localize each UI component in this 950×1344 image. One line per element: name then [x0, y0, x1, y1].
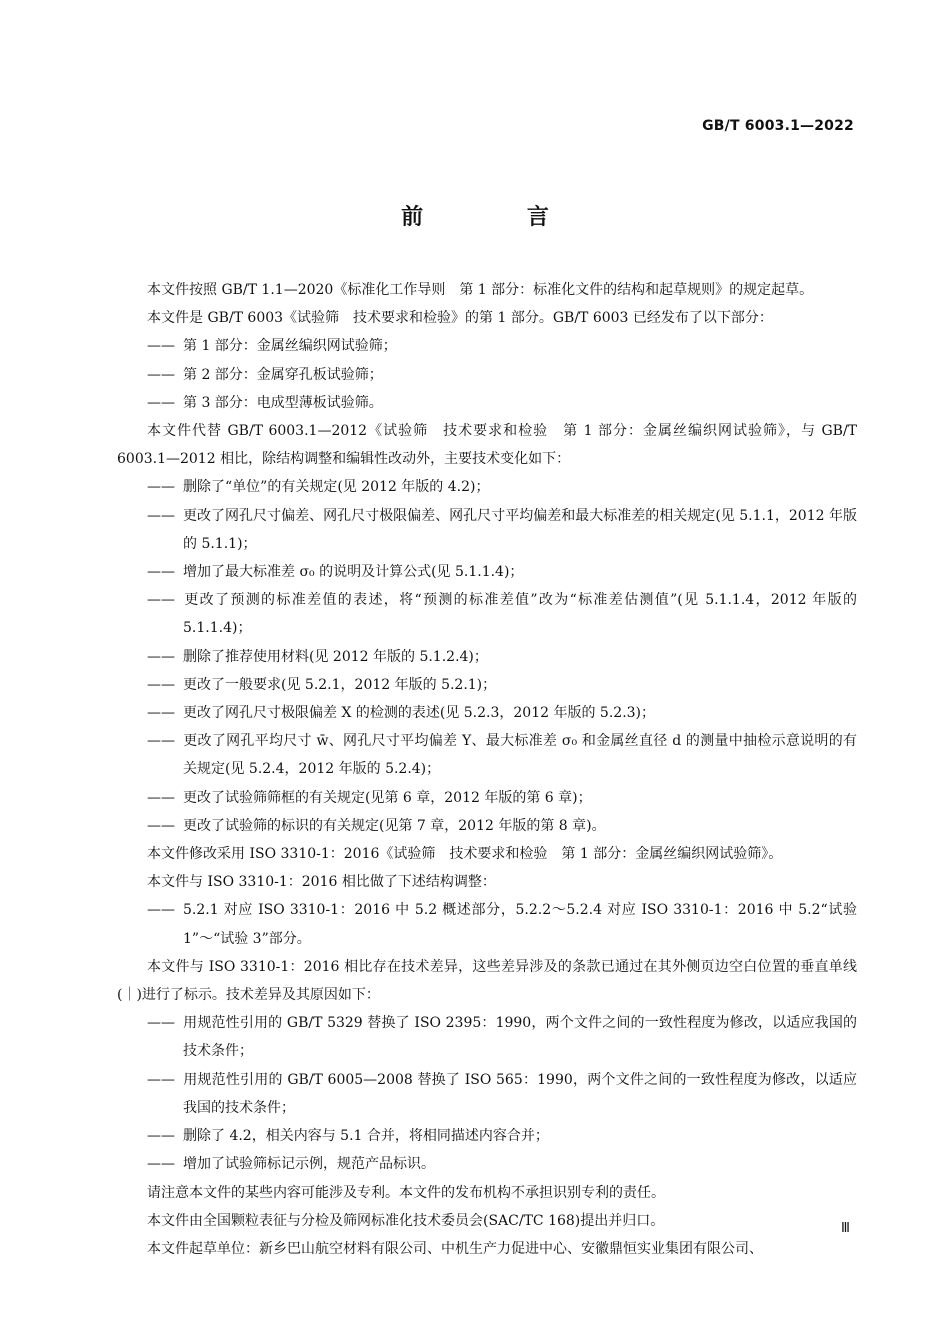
list-item-structure: —— 5.2.1 对应 ISO 3310-1：2016 中 5.2 概述部分，5.2.2～5.2.4 对应 ISO 3310-1：2016 中 5.2“试验 1”～“试验 3”部分。 [147, 902, 857, 947]
paragraph-replaces: 本文件代替 GB/T 6003.1—2012《试验筛 技术要求和检验 第 1 部分：金属丝编织网试验筛》，与 GB/T 6003.1—2012 相比，除结构调整和编辑性改动外，主要技术变化如下： [117, 423, 862, 468]
paragraph-tech-differences: 本文件与 ISO 3310-1：2016 相比存在技术差异，这些差异涉及的条款已通过在其外侧页边空白位置的垂直单线(｜)进行了标示。技术差异及其原因如下： [117, 958, 857, 1004]
list-item-change: —— 更改了试验筛的标识的有关规定(见第 7 章，2012 年版的第 8 章)。 [147, 817, 606, 834]
list-item-change: —— 删除了推荐使用材料(见 2012 年版的 5.1.2.4)； [147, 648, 488, 665]
list-item-difference: —— 用规范性引用的 GB/T 5329 替换了 ISO 2395：1990，两个文件之间的一致性程度为修改，以适应我国的技术条件； [147, 1015, 857, 1060]
list-item-difference: —— 删除了 4.2，相关内容与 5.1 合并，将相同描述内容合并； [147, 1128, 549, 1145]
paragraph-iso-adoption: 本文件修改采用 ISO 3310-1：2016《试验筛 技术要求和检验 第 1 部分：金属丝编织网试验筛》。 [147, 846, 783, 863]
list-item-part: —— 第 3 部分：电成型薄板试验筛。 [117, 389, 857, 417]
paragraph-series-intro: 本文件是 GB/T 6003《试验筛 技术要求和检验》的第 1 部分。GB/T 6003 已经发布了以下部分： [147, 310, 773, 327]
list-item-part: —— 第 1 部分：金属丝编织网试验筛； [117, 332, 857, 360]
page-title: 前 言 [401, 205, 597, 230]
list-item-change: —— 更改了试验筛筛框的有关规定(见第 6 章，2012 年版的第 6 章)； [147, 789, 592, 806]
list-item-change: —— 更改了预测的标准差值的表述，将“预测的标准差值”改为“标准差估测值”(见 5.1.1.4，2012 年版的 5.1.1.4)； [147, 592, 857, 637]
dash-marker: —— [147, 338, 175, 355]
paragraph-structure: 本文件与 ISO 3310-1：2016 相比做了下述结构调整： [147, 874, 496, 891]
paragraph-drafting-basis: 本文件按照 GB/T 1.1—2020《标准化工作导则 第 1 部分：标准化文件的结构和起草规则》的规定起草。 [147, 282, 814, 298]
list-item-change: —— 增加了最大标准差 σ₀ 的说明及计算公式(见 5.1.1.4)； [147, 564, 524, 581]
list-item-change: —— 更改了网孔尺寸极限偏差 X 的检测的表述(见 5.2.3，2012 年版的 5.2.3)； [147, 705, 656, 722]
paragraph-committee: 本文件由全国颗粒表征与分检及筛网标准化技术委员会(SAC/TC 168)提出并归口。 [147, 1212, 665, 1229]
paragraph-patent-notice: 请注意本文件的某些内容可能涉及专利。本文件的发布机构不承担识别专利的责任。 [147, 1184, 665, 1201]
paragraph-drafting-units: 本文件起草单位：新乡巴山航空材料有限公司、中机生产力促进中心、安徽鼎恒实业集团有限公司、 [147, 1240, 763, 1257]
list-item-change: —— 更改了网孔平均尺寸 w̄、网孔尺寸平均偏差 Y、最大标准差 σ₀ 和金属丝直径 d 的测量中抽检示意说明的有关规定(见 5.2.4，2012 年版的 5.2.4)； [147, 733, 857, 778]
dash-marker: —— [147, 366, 175, 383]
list-item-change: —— 删除了“单位”的有关规定(见 2012 年版的 4.2)； [147, 479, 490, 496]
foreword-body [117, 276, 862, 1263]
list-item-difference: —— 增加了试验筛标记示例，规范产品标识。 [147, 1156, 435, 1173]
list-item-difference: —— 用规范性引用的 GB/T 6005—2008 替换了 ISO 565：1990，两个文件之间的一致性程度为修改，以适应我国的技术条件； [147, 1071, 857, 1116]
page-number: Ⅲ [841, 1221, 850, 1236]
dash-marker: —— [147, 394, 175, 411]
standard-code-header: GB/T 6003.1—2022 [702, 118, 854, 134]
list-item-part: —— 第 2 部分：金属穿孔板试验筛； [117, 361, 857, 389]
list-item-change: —— 更改了一般要求(见 5.2.1，2012 年版的 5.2.1)； [147, 676, 497, 693]
list-item-change: —— 更改了网孔尺寸偏差、网孔尺寸极限偏差、网孔尺寸平均偏差和最大标准差的相关规定(见 5.1.1，2012 年版的 5.1.1)； [147, 507, 857, 552]
